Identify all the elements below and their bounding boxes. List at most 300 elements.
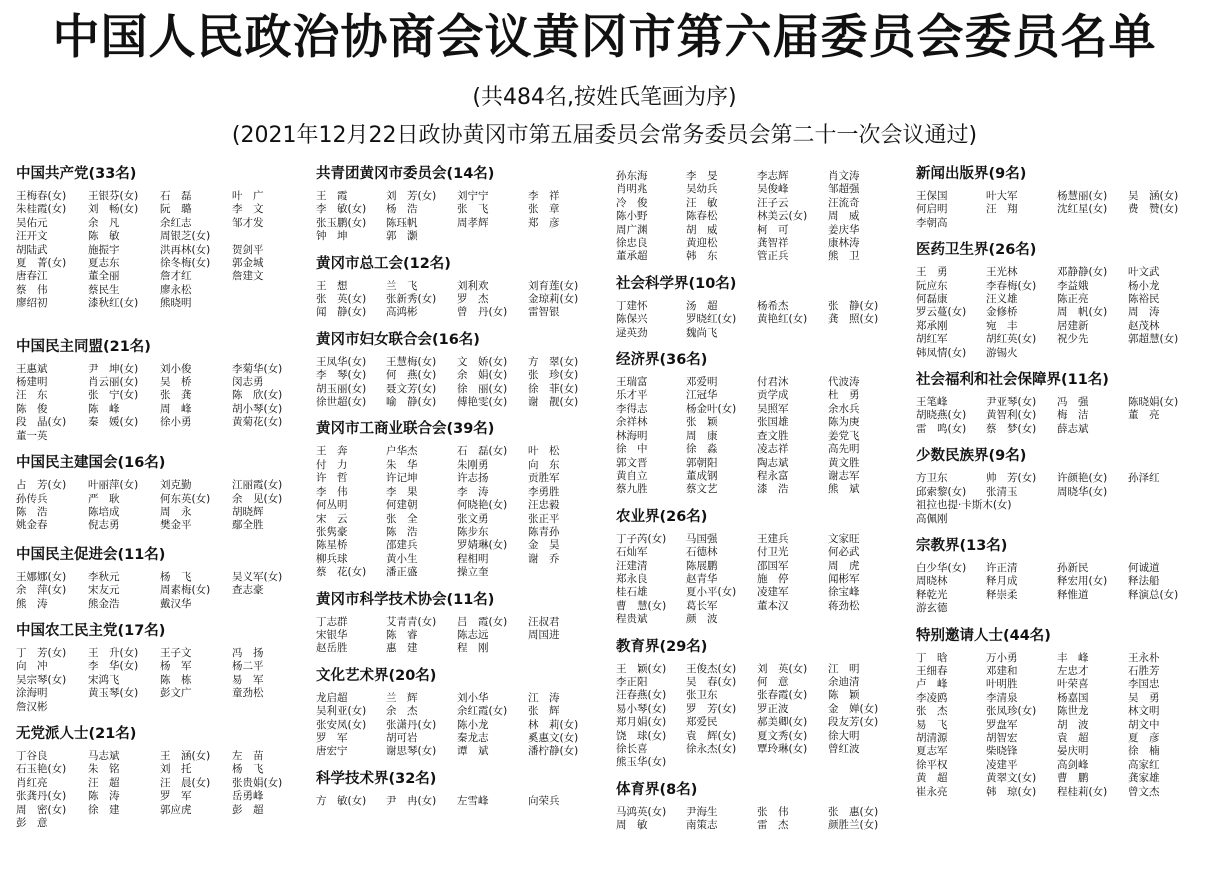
member-name: 周国进 bbox=[528, 628, 560, 641]
section-title: 少数民族界(9名) bbox=[916, 448, 1027, 465]
member-name: 林文明 bbox=[1128, 705, 1160, 718]
member-name: 居建新 bbox=[1057, 319, 1089, 332]
member-name: 朱刚勇 bbox=[457, 458, 489, 471]
section-title: 黄冈市妇女联合会(16名) bbox=[316, 331, 480, 348]
member-name bbox=[828, 327, 896, 340]
member-name bbox=[757, 756, 828, 769]
member-name: 黄 超 bbox=[916, 772, 948, 785]
member-name: 柯 可 bbox=[757, 223, 789, 236]
member-name: 宋友元 bbox=[88, 584, 120, 597]
member-name: 张 飞 bbox=[457, 203, 489, 216]
member-name: 郑月娟(女) bbox=[616, 716, 667, 729]
section-title: 中国民主同盟(21名) bbox=[16, 338, 151, 355]
member-name: 张 龚 bbox=[160, 389, 192, 402]
member-name: 涂海明 bbox=[16, 687, 48, 700]
member-name: 李菊华(女) bbox=[232, 362, 283, 375]
member-name: 程贵斌 bbox=[616, 613, 648, 626]
member-name: 胡可岩 bbox=[386, 731, 418, 744]
member-name-grid bbox=[316, 190, 596, 244]
member-name: 洪再林(女) bbox=[160, 243, 211, 256]
member-name: 汪忠毅 bbox=[528, 499, 560, 512]
member-name: 杨嘉国 bbox=[1057, 691, 1089, 704]
member-name: 梅 洁 bbox=[1057, 409, 1089, 422]
member-name: 郭文晋 bbox=[616, 456, 648, 469]
member-name: 吴照军 bbox=[757, 402, 789, 415]
section-title: 农业界(26名) bbox=[616, 508, 708, 525]
member-name: 李朝高 bbox=[916, 216, 948, 229]
member-name: 戴汉华 bbox=[160, 597, 192, 610]
member-name: 许记坤 bbox=[386, 472, 418, 485]
member-name: 张卫东 bbox=[686, 689, 718, 702]
member-name: 袁 超 bbox=[1057, 731, 1089, 744]
member-name: 冯 扬 bbox=[232, 646, 264, 659]
member-name: 石灿军 bbox=[616, 546, 648, 559]
member-name: 张清玉 bbox=[986, 485, 1018, 498]
member-name: 向 东 bbox=[528, 458, 560, 471]
page-title: 中国人民政治协商会议黄冈市第六届委员会委员名单 bbox=[52, 10, 1157, 65]
member-name: 付君沐 bbox=[757, 376, 789, 389]
member-name: 卢 峰 bbox=[916, 678, 948, 691]
member-section bbox=[316, 590, 596, 656]
member-name: 何 燕(女) bbox=[386, 369, 437, 382]
member-name: 高佩刚 bbox=[916, 512, 948, 525]
member-name: 陈裕民 bbox=[1128, 293, 1160, 306]
member-name: 付卫光 bbox=[757, 546, 789, 559]
member-name: 姜党飞 bbox=[828, 429, 860, 442]
member-name: 崔永亮 bbox=[916, 785, 948, 798]
member-name: 徐 淼 bbox=[686, 443, 718, 456]
member-name: 吴俊峰 bbox=[757, 183, 789, 196]
member-name: 颜胜兰(女) bbox=[828, 819, 879, 832]
member-name: 方卫东 bbox=[916, 472, 948, 485]
member-name: 熊金浩 bbox=[88, 597, 120, 610]
member-name: 陈 涛 bbox=[88, 790, 120, 803]
member-name: 董本汉 bbox=[757, 599, 789, 612]
section-title: 教育界(29名) bbox=[616, 638, 708, 655]
member-name: 易 军 bbox=[232, 673, 264, 686]
member-name: 叶丽萍(女) bbox=[88, 479, 139, 492]
member-name: 谢 靓(女) bbox=[528, 396, 579, 409]
member-name: 黄翠文(女) bbox=[986, 772, 1037, 785]
member-name: 高鸿彬 bbox=[386, 306, 418, 319]
member-name bbox=[828, 613, 896, 626]
member-name: 徐大明 bbox=[828, 729, 860, 742]
member-name-grid bbox=[916, 652, 1201, 799]
member-name: 余红霞(女) bbox=[457, 705, 508, 718]
member-name: 夏小平(女) bbox=[686, 586, 737, 599]
member-name: 丁志群 bbox=[316, 615, 348, 628]
member-name: 王永朴 bbox=[1128, 651, 1160, 664]
member-name: 乐才平 bbox=[616, 389, 648, 402]
member-name: 罗云蔓(女) bbox=[916, 306, 967, 319]
member-name: 曹 鹏 bbox=[1057, 772, 1089, 785]
member-section bbox=[616, 637, 896, 770]
member-name: 金修桥 bbox=[986, 306, 1018, 319]
member-name: 陈 睿 bbox=[386, 628, 418, 641]
member-name: 张 宁(女) bbox=[88, 389, 139, 402]
member-section bbox=[616, 350, 896, 497]
member-name: 贡学成 bbox=[757, 389, 789, 402]
member-name: 余 杰 bbox=[386, 705, 418, 718]
member-count-note: (共484名,按姓氏笔画为序) bbox=[472, 85, 737, 110]
member-name: 陈 俊 bbox=[16, 402, 48, 415]
member-name: 周 密(女) bbox=[16, 803, 67, 816]
member-name: 宋 云 bbox=[316, 512, 348, 525]
member-name: 姜庆华 bbox=[828, 223, 860, 236]
member-name-grid bbox=[616, 376, 896, 497]
member-name: 张 辉 bbox=[528, 705, 560, 718]
member-name: 张安凤(女) bbox=[316, 718, 367, 731]
member-name: 陈 峰 bbox=[88, 402, 120, 415]
member-name: 董成钢 bbox=[686, 469, 718, 482]
member-name-grid bbox=[616, 170, 896, 264]
member-name: 蔡九胜 bbox=[616, 483, 648, 496]
member-name: 杨 军 bbox=[160, 660, 192, 673]
member-name: 尹亚琴(女) bbox=[986, 396, 1037, 409]
member-name: 释月成 bbox=[986, 575, 1018, 588]
member-name bbox=[232, 817, 286, 830]
member-section bbox=[916, 164, 1201, 230]
member-name-grid bbox=[616, 663, 896, 770]
member-name: 龚 照(女) bbox=[828, 313, 879, 326]
member-name: 陈 浩 bbox=[16, 505, 48, 518]
member-name: 何 意 bbox=[757, 675, 789, 688]
member-name-grid bbox=[916, 472, 1201, 526]
member-name: 郑承刚 bbox=[916, 319, 948, 332]
member-name: 彭 超 bbox=[232, 803, 264, 816]
member-name: 王 颖(女) bbox=[616, 662, 667, 675]
member-name: 尹 坤(女) bbox=[88, 362, 139, 375]
member-name: 徐平权 bbox=[916, 758, 948, 771]
member-name: 余红志 bbox=[160, 216, 192, 229]
member-name: 方 翠(女) bbox=[528, 355, 579, 368]
member-name: 高先明 bbox=[828, 443, 860, 456]
member-name-grid bbox=[316, 616, 596, 656]
member-name: 袁 辉(女) bbox=[686, 729, 737, 742]
member-name: 操立奎 bbox=[457, 566, 489, 579]
member-name: 张春霞(女) bbox=[757, 689, 808, 702]
member-name: 陈 浩 bbox=[386, 525, 418, 538]
member-name: 徐忠良 bbox=[616, 237, 648, 250]
member-name: 吴幼兵 bbox=[686, 183, 718, 196]
member-name: 余 见(女) bbox=[232, 492, 283, 505]
member-name: 夏文秀(女) bbox=[757, 729, 808, 742]
member-name: 惠 建 bbox=[386, 642, 418, 655]
member-name: 彭 意 bbox=[16, 817, 48, 829]
member-name: 秦龙志 bbox=[457, 731, 489, 744]
member-name: 邓建和 bbox=[986, 664, 1018, 677]
member-name: 蔡 花(女) bbox=[316, 566, 367, 579]
member-name: 陈 欣(女) bbox=[232, 389, 283, 402]
member-name: 钟 坤 bbox=[316, 230, 348, 243]
member-name: 张 杰 bbox=[916, 705, 948, 718]
member-name: 周 永 bbox=[160, 505, 192, 518]
member-name: 罗正波 bbox=[757, 702, 789, 715]
member-name: 郭金城 bbox=[232, 257, 264, 270]
member-name: 郭 灏 bbox=[386, 230, 418, 243]
member-name: 丰 峰 bbox=[1057, 651, 1089, 664]
member-name: 左雪峰 bbox=[457, 794, 489, 807]
member-name: 桂石雄 bbox=[616, 586, 648, 599]
member-name: 唐春江 bbox=[16, 270, 48, 283]
member-name: 徐 建 bbox=[88, 803, 120, 816]
member-name: 熊玉华(女) bbox=[616, 756, 667, 769]
member-name: 柳兵球 bbox=[316, 552, 348, 565]
member-name: 罗晓红(女) bbox=[686, 313, 737, 326]
member-name: 叶文武 bbox=[1128, 266, 1160, 279]
member-name: 徐冬梅(女) bbox=[160, 257, 211, 270]
member-name: 凌建军 bbox=[757, 586, 789, 599]
member-name: 李 华(女) bbox=[88, 660, 139, 673]
member-name: 陈小野 bbox=[616, 210, 648, 223]
member-name: 贡胜军 bbox=[528, 472, 560, 485]
member-name: 陈珏帆 bbox=[386, 216, 418, 229]
member-name: 马国强 bbox=[686, 532, 718, 545]
member-name: 肖红亮 bbox=[16, 776, 48, 789]
member-name: 查文胜 bbox=[757, 429, 789, 442]
member-name: 周 峰 bbox=[160, 402, 192, 415]
member-name bbox=[88, 430, 160, 443]
member-name: 董承超 bbox=[616, 250, 648, 263]
member-name: 许正清 bbox=[986, 561, 1018, 574]
member-name: 魏尚飞 bbox=[686, 326, 718, 339]
section-title: 黄冈市科学技术协会(11名) bbox=[316, 591, 495, 608]
member-name: 韩凤情(女) bbox=[916, 346, 967, 359]
member-name: 左 苗 bbox=[232, 749, 264, 762]
member-name: 尹 冉(女) bbox=[386, 794, 437, 807]
member-section bbox=[16, 545, 286, 611]
member-name: 石德林 bbox=[686, 546, 718, 559]
member-section bbox=[916, 626, 1201, 799]
member-name: 李清泉 bbox=[986, 691, 1018, 704]
member-name bbox=[828, 756, 896, 769]
member-name bbox=[232, 297, 286, 310]
member-name: 刘育莲(女) bbox=[528, 279, 579, 292]
member-name: 祖拉也提·卡斯木(女) bbox=[916, 499, 1012, 512]
member-name: 吴义军(女) bbox=[232, 570, 283, 583]
member-name: 汪建清 bbox=[616, 559, 648, 572]
member-name bbox=[1057, 347, 1128, 360]
member-name: 汪 翔 bbox=[986, 203, 1018, 216]
member-name bbox=[1128, 347, 1201, 360]
member-name: 万小勇 bbox=[986, 651, 1018, 664]
member-name: 丁子芮(女) bbox=[616, 532, 667, 545]
member-name: 江丽霞(女) bbox=[232, 479, 283, 492]
member-name: 吴 春(女) bbox=[686, 675, 737, 688]
section-title: 新闻出版界(9名) bbox=[916, 166, 1027, 182]
member-name: 陈保兴 bbox=[616, 313, 648, 326]
member-name: 邓爱明 bbox=[686, 376, 718, 389]
member-name: 叶大军 bbox=[986, 190, 1018, 202]
member-name: 施 停 bbox=[757, 572, 789, 585]
member-name bbox=[528, 642, 596, 655]
member-name: 余祥林 bbox=[616, 416, 648, 429]
member-name: 丁 晗 bbox=[916, 651, 948, 664]
member-name: 刘宁宁 bbox=[457, 190, 489, 202]
member-name: 李 旻 bbox=[686, 170, 718, 182]
member-section bbox=[16, 724, 286, 830]
member-name: 朱桂霞(女) bbox=[16, 203, 67, 216]
member-name: 游玄德 bbox=[916, 602, 948, 615]
member-name: 尹海生 bbox=[686, 805, 718, 818]
member-name: 帅 芳(女) bbox=[986, 472, 1037, 485]
list-column bbox=[616, 160, 896, 833]
member-name: 程 刚 bbox=[457, 642, 489, 655]
member-name bbox=[160, 430, 232, 443]
member-name: 文家旺 bbox=[828, 532, 860, 545]
member-name-grid bbox=[316, 692, 596, 759]
member-name: 覃玲琳(女) bbox=[757, 743, 808, 755]
list-column bbox=[316, 160, 596, 808]
member-name: 漆 浩 bbox=[757, 483, 789, 496]
member-name: 蔡民生 bbox=[88, 283, 120, 296]
member-name: 罗 芳(女) bbox=[686, 702, 737, 715]
member-name: 胡智宏 bbox=[986, 731, 1018, 744]
member-name: 胡文中 bbox=[1128, 718, 1160, 731]
member-name: 代波涛 bbox=[828, 376, 860, 389]
member-name: 熊 卫 bbox=[828, 250, 860, 263]
member-name: 何必武 bbox=[828, 546, 860, 559]
member-name: 黄菊花(女) bbox=[232, 416, 283, 429]
member-name: 肖文涛 bbox=[828, 170, 860, 182]
member-name: 向荣兵 bbox=[528, 794, 560, 807]
section-title: 中国共产党(33名) bbox=[16, 166, 137, 182]
member-name: 徐长喜 bbox=[616, 743, 648, 755]
member-section bbox=[16, 621, 286, 714]
member-name: 左忠才 bbox=[1057, 664, 1089, 677]
member-name: 徐 丽(女) bbox=[457, 382, 508, 395]
section-title: 经济界(36名) bbox=[616, 352, 708, 369]
member-name: 周 威 bbox=[828, 210, 860, 223]
member-name: 周 康 bbox=[686, 429, 718, 442]
member-name: 龙启超 bbox=[316, 691, 348, 704]
member-name: 李国忠 bbox=[1128, 678, 1160, 691]
member-name: 李凌鸥 bbox=[916, 691, 948, 704]
member-name: 释法船 bbox=[1128, 575, 1160, 588]
member-name: 王凤华(女) bbox=[316, 355, 367, 368]
member-name: 方 敏(女) bbox=[316, 794, 367, 807]
member-name: 张 颖 bbox=[686, 416, 718, 429]
member-name: 胡清源 bbox=[916, 731, 948, 744]
member-name: 释宏用(女) bbox=[1057, 575, 1108, 588]
member-name: 王光林 bbox=[986, 266, 1018, 279]
member-name: 彭文广 bbox=[160, 687, 192, 700]
member-name: 王 奔 bbox=[316, 445, 348, 458]
member-name: 何晓艳(女) bbox=[457, 499, 508, 512]
member-name: 童劲松 bbox=[232, 687, 264, 700]
member-name: 阮应东 bbox=[916, 279, 948, 292]
member-name: 张 全 bbox=[386, 512, 418, 525]
member-name: 熊晓明 bbox=[160, 297, 192, 310]
member-name: 陈步东 bbox=[457, 525, 489, 538]
member-section bbox=[316, 769, 596, 808]
member-name: 刘利欢 bbox=[457, 279, 489, 292]
list-column bbox=[916, 160, 1201, 799]
member-name: 张凤珍(女) bbox=[986, 705, 1037, 718]
section-title: 社会福利和社会保障界(11名) bbox=[916, 372, 1109, 389]
member-name: 曹 慧(女) bbox=[616, 599, 667, 612]
section-title: 文化艺术界(20名) bbox=[316, 667, 437, 684]
member-name: 黄小生 bbox=[386, 552, 418, 565]
member-name: 周素梅(女) bbox=[160, 584, 211, 597]
member-name: 张 静(女) bbox=[828, 299, 879, 312]
member-name: 闻 静(女) bbox=[316, 306, 367, 319]
member-name: 汪流奇 bbox=[828, 196, 860, 209]
member-name: 王建兵 bbox=[757, 532, 789, 545]
member-name: 程永富 bbox=[757, 469, 789, 482]
member-name: 曾 丹(女) bbox=[457, 306, 508, 319]
member-name: 刘小俊 bbox=[160, 362, 192, 375]
member-name: 徐 菲(女) bbox=[528, 382, 579, 395]
section-title: 体育界(8名) bbox=[616, 781, 698, 798]
member-name: 徐小勇 bbox=[160, 416, 192, 429]
member-name bbox=[1128, 499, 1201, 512]
member-name: 漆秋红(女) bbox=[88, 297, 139, 310]
member-name: 谢志军 bbox=[828, 469, 860, 482]
member-name-grid bbox=[16, 363, 286, 443]
member-name bbox=[1057, 217, 1128, 230]
member-name: 李益娥 bbox=[1057, 279, 1089, 292]
member-name: 何诚道 bbox=[1128, 561, 1160, 574]
member-name: 赵茂林 bbox=[1128, 319, 1160, 332]
member-name bbox=[757, 613, 828, 626]
member-name: 董全丽 bbox=[88, 270, 120, 283]
section-title: 社会科学界(10名) bbox=[616, 275, 737, 292]
member-name: 高剑峰 bbox=[1057, 758, 1089, 771]
member-name: 孙新民 bbox=[1057, 561, 1089, 574]
member-name: 王子文 bbox=[160, 646, 192, 659]
member-name: 李 文 bbox=[232, 203, 264, 216]
member-name-grid bbox=[916, 190, 1201, 230]
member-name: 潘正盛 bbox=[386, 566, 418, 579]
list-column bbox=[16, 160, 286, 830]
member-name: 奚惠文(女) bbox=[528, 731, 579, 744]
member-name: 韩 东 bbox=[686, 250, 718, 263]
member-name: 马志斌 bbox=[88, 749, 120, 762]
member-name: 赵岳胜 bbox=[316, 642, 348, 655]
member-name: 晏庆明 bbox=[1057, 745, 1089, 758]
member-name: 吴 桥 bbox=[160, 376, 192, 389]
member-name: 吴佑元 bbox=[16, 216, 48, 229]
member-name: 段友芳(女) bbox=[828, 716, 879, 729]
member-name: 汤 超 bbox=[686, 299, 718, 312]
member-section bbox=[316, 164, 596, 244]
member-name: 施振宇 bbox=[88, 243, 120, 256]
member-name: 朱 铭 bbox=[88, 763, 120, 776]
member-name-grid bbox=[916, 562, 1201, 616]
member-section bbox=[916, 370, 1201, 436]
section-title: 中国农工民主党(17名) bbox=[16, 622, 166, 639]
member-name: 周 敏 bbox=[616, 819, 648, 832]
member-name bbox=[1128, 423, 1201, 436]
member-name: 胡陆武 bbox=[16, 243, 48, 256]
member-name: 汪子云 bbox=[757, 196, 789, 209]
member-name: 释崇柔 bbox=[986, 588, 1018, 601]
member-name: 廖绍初 bbox=[16, 297, 48, 310]
member-name: 熊 涛 bbox=[16, 597, 48, 610]
member-name: 郝美卿(女) bbox=[757, 716, 808, 729]
member-name: 蒋劲松 bbox=[828, 599, 860, 612]
member-name: 岳勇峰 bbox=[232, 790, 264, 803]
member-name: 管正兵 bbox=[757, 250, 789, 263]
member-name: 李 琴(女) bbox=[316, 369, 367, 382]
member-name: 秦 媛(女) bbox=[88, 416, 139, 429]
member-name-grid bbox=[16, 750, 286, 830]
member-name: 夏志军 bbox=[916, 745, 948, 758]
member-name: 胡 威 bbox=[686, 223, 718, 236]
member-name: 张潇丹(女) bbox=[386, 718, 437, 731]
member-name bbox=[757, 327, 828, 340]
